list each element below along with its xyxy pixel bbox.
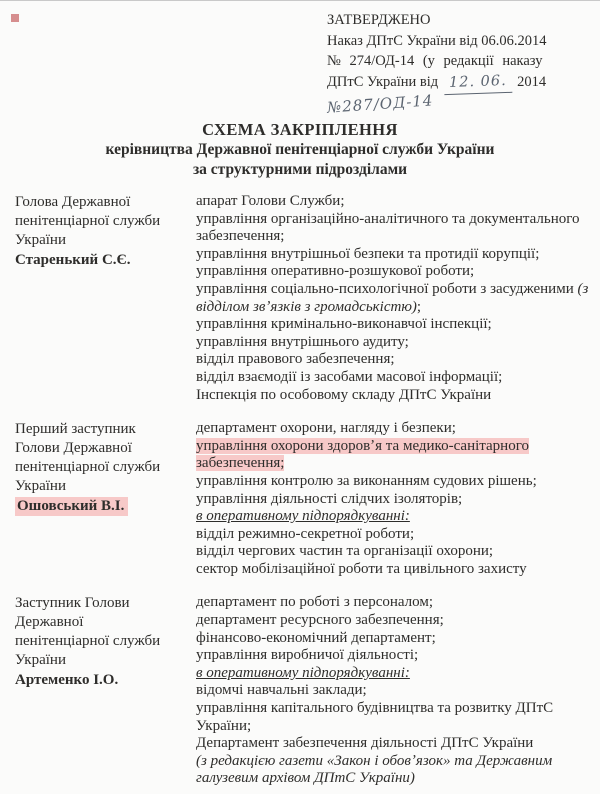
title-line-3: за структурними підрозділами <box>192 160 408 178</box>
unit-item <box>196 612 595 630</box>
unit-text: управління соціально-психологічної роботи з засудженими <box>196 280 578 297</box>
unit-list <box>196 594 595 788</box>
unit-text: відділ режимно-секретної роботи; <box>196 525 415 542</box>
unit-text: департамент по роботі з персоналом; <box>196 594 434 611</box>
unit-text: (з редакцією газети «Закон і обовʼязок» та Державним галузевим архівом ДПтС України) <box>196 752 553 787</box>
unit-text: (з відділом звʼязків з громадськістю) <box>196 280 589 315</box>
unit-item <box>196 369 595 387</box>
official-name <box>15 497 196 516</box>
position-line: Голова Державної <box>15 194 131 210</box>
unit-text: відомчі навчальні заклади; <box>196 682 367 699</box>
unit-item <box>196 420 595 438</box>
unit-text: управління капітального будівництва та розвитку ДПтС України; <box>196 700 554 734</box>
handwritten-date: 12. 06. <box>443 71 511 95</box>
title-line-1: СХЕМА ЗАКРІПЛЕННЯ <box>202 120 398 139</box>
approval-line: ЗАТВЕРДЖЕНО <box>327 12 431 28</box>
unit-item <box>196 334 595 352</box>
unit-text: департамент охорони, нагляду і безпеки; <box>196 420 456 437</box>
document-title <box>0 119 600 180</box>
unit-item <box>196 630 595 648</box>
position-title <box>15 193 196 270</box>
unit-item <box>196 211 595 246</box>
unit-text: департамент ресурсного забезпечення; <box>196 612 444 629</box>
position-line: України <box>15 478 66 495</box>
unit-item <box>196 281 595 316</box>
approval-line-prefix: ДПтС України від <box>327 73 439 90</box>
position-line: України <box>15 652 66 669</box>
unit-item <box>196 561 595 579</box>
position-line: Заступник Голови <box>15 595 130 612</box>
approval-line-suffix: 2014 <box>517 73 547 90</box>
highlighted-text: управління охорони здоровʼя та медико-санітарного забезпечення; <box>196 437 529 472</box>
unit-item <box>196 735 595 753</box>
unit-text: управління кримінально-виконавчої інспекції; <box>196 316 492 333</box>
approval-line <box>327 72 593 94</box>
unit-item <box>196 508 595 526</box>
unit-text: фінансово-економічний департамент; <box>196 629 436 646</box>
official-name-highlighted: Ошовський В.І. <box>15 497 128 516</box>
unit-text: відділ взаємодії із засобами масової інформації; <box>196 368 503 385</box>
unit-text: управління оперативно-розшукової роботи; <box>196 263 475 280</box>
approval-line: Наказ ДПтС України від 06.06.2014 <box>327 32 547 49</box>
unit-text: апарат Голови Служби; <box>196 193 345 209</box>
unit-item <box>196 543 595 561</box>
unit-list <box>196 193 595 404</box>
unit-item <box>196 647 595 665</box>
unit-text: управління організаційно-аналітичного та документального забезпечення; <box>196 210 580 245</box>
position-line: пенітенціарної служби <box>15 633 161 650</box>
unit-text: відділ правового забезпечення; <box>196 351 395 368</box>
unit-item <box>196 526 595 544</box>
assignment-row <box>15 420 595 578</box>
unit-item <box>196 438 595 473</box>
unit-text: в оперативному підпорядкуванні: <box>196 664 410 681</box>
position-title <box>15 420 196 516</box>
title-line-2: керівництва Державної пенітенціарної служби України <box>105 141 495 159</box>
position-line: Перший заступник <box>15 421 136 438</box>
unit-item <box>196 665 595 683</box>
unit-item <box>196 263 595 281</box>
unit-item <box>196 700 595 735</box>
unit-text: Департамент забезпечення діяльності ДПтС України <box>196 735 534 752</box>
official-name: Артеменко І.О. <box>15 672 119 689</box>
unit-text: в оперативному підпорядкуванні: <box>196 508 410 525</box>
unit-item <box>196 246 595 264</box>
unit-text: управління внутрішньої безпеки та протидії корупції; <box>196 245 540 262</box>
unit-item <box>196 682 595 700</box>
assignment-row <box>15 193 595 404</box>
unit-item <box>196 753 595 788</box>
unit-text: ; <box>416 298 422 315</box>
position-line: України <box>15 232 66 248</box>
position-title <box>15 594 196 690</box>
unit-item <box>196 316 595 334</box>
position-line: пенітенціарної служби <box>15 213 161 229</box>
position-line: Державної <box>15 614 84 631</box>
handwritten-order-number: №287/ОД-14 <box>326 91 434 118</box>
unit-item <box>196 594 595 612</box>
corner-red-mark-icon <box>11 14 19 22</box>
unit-text: відділ чергових частин та організації охорони; <box>196 543 494 560</box>
position-line: Голови Державної <box>15 440 132 457</box>
unit-text: управління виробничої діяльності; <box>196 647 419 664</box>
unit-text: сектор мобілізаційної роботи та цивільного захисту <box>196 560 527 577</box>
assignment-row <box>15 594 595 788</box>
approval-block <box>327 10 593 116</box>
position-line: пенітенціарної служби <box>15 459 161 476</box>
unit-text: управління діяльності слідчих ізоляторів; <box>196 490 463 507</box>
unit-text: управління контролю за виконанням судових рішень; <box>196 472 537 489</box>
unit-text: Інспекція по особовому складу ДПтС України <box>196 386 492 403</box>
unit-item <box>196 473 595 491</box>
unit-item <box>196 193 595 211</box>
approval-line: № 274/ОД-14 (у редакції наказу <box>327 53 543 70</box>
unit-item <box>196 491 595 509</box>
official-name: Старенький С.Є. <box>15 252 131 268</box>
unit-list <box>196 420 595 578</box>
unit-item <box>196 387 595 405</box>
unit-item <box>196 351 595 369</box>
unit-text: управління внутрішнього аудиту; <box>196 333 409 350</box>
assignment-sections <box>15 193 595 794</box>
